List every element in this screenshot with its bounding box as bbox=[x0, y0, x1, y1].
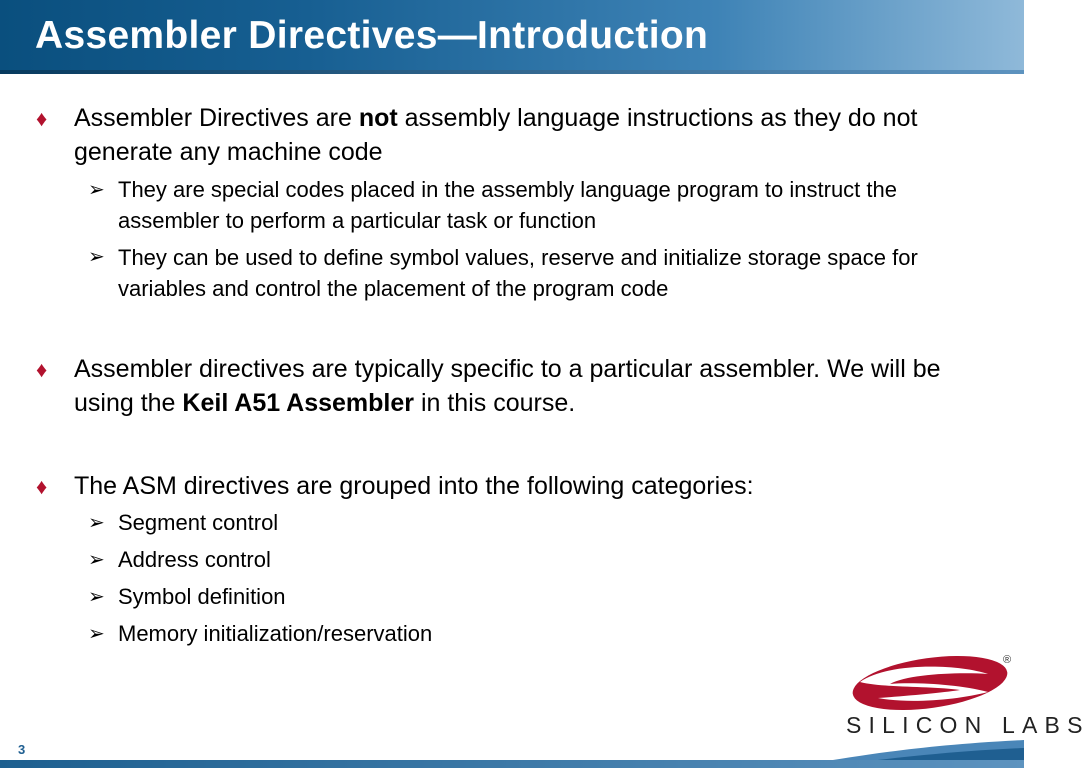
footer-bar bbox=[0, 760, 1024, 768]
diamond-bullet-icon: ♦ bbox=[36, 474, 48, 499]
bullet-3-sub-4: Memory initialization/reservation bbox=[118, 621, 433, 646]
arrowhead-bullet-icon: ➢ bbox=[88, 623, 105, 645]
arrowhead-bullet-icon: ➢ bbox=[88, 586, 105, 608]
diamond-bullet-icon: ♦ bbox=[36, 106, 48, 131]
bullet-3-text: The ASM directives are grouped into the following categories: bbox=[74, 472, 754, 500]
page-number: 3 bbox=[18, 742, 26, 757]
bullet-1-sub-1: They are special codes placed in the assembly language program to instruct the assembler to perform a particular task or function bbox=[118, 177, 897, 233]
bullet-1-sub-2: They can be used to define symbol values, reserve and initialize storage space for variables and control the placement of the program code bbox=[118, 245, 918, 301]
arrowhead-bullet-icon: ➢ bbox=[88, 179, 105, 201]
bullet-3-sub-3: Symbol definition bbox=[118, 584, 286, 609]
bullet-1-text: Assembler Directives are not assembly language instructions as they do not generate any machine code bbox=[74, 104, 918, 166]
slide-title: Assembler Directives—Introduction bbox=[35, 14, 709, 57]
title-bar bbox=[0, 0, 1024, 74]
bullet-3-sub-1: Segment control bbox=[118, 510, 279, 535]
bullet-3-sub-2: Address control bbox=[118, 547, 271, 572]
bullet-2-text: Assembler directives are typically specific to a particular assembler. We will be using the Keil A51 Assembler in this course. bbox=[74, 355, 941, 417]
diamond-bullet-icon: ♦ bbox=[36, 357, 48, 382]
arrowhead-bullet-icon: ➢ bbox=[88, 549, 105, 571]
logo-wordmark: SILICON LABS bbox=[846, 712, 1090, 738]
arrowhead-bullet-icon: ➢ bbox=[88, 246, 105, 268]
arrowhead-bullet-icon: ➢ bbox=[88, 512, 105, 534]
registered-mark: ® bbox=[1003, 654, 1012, 666]
